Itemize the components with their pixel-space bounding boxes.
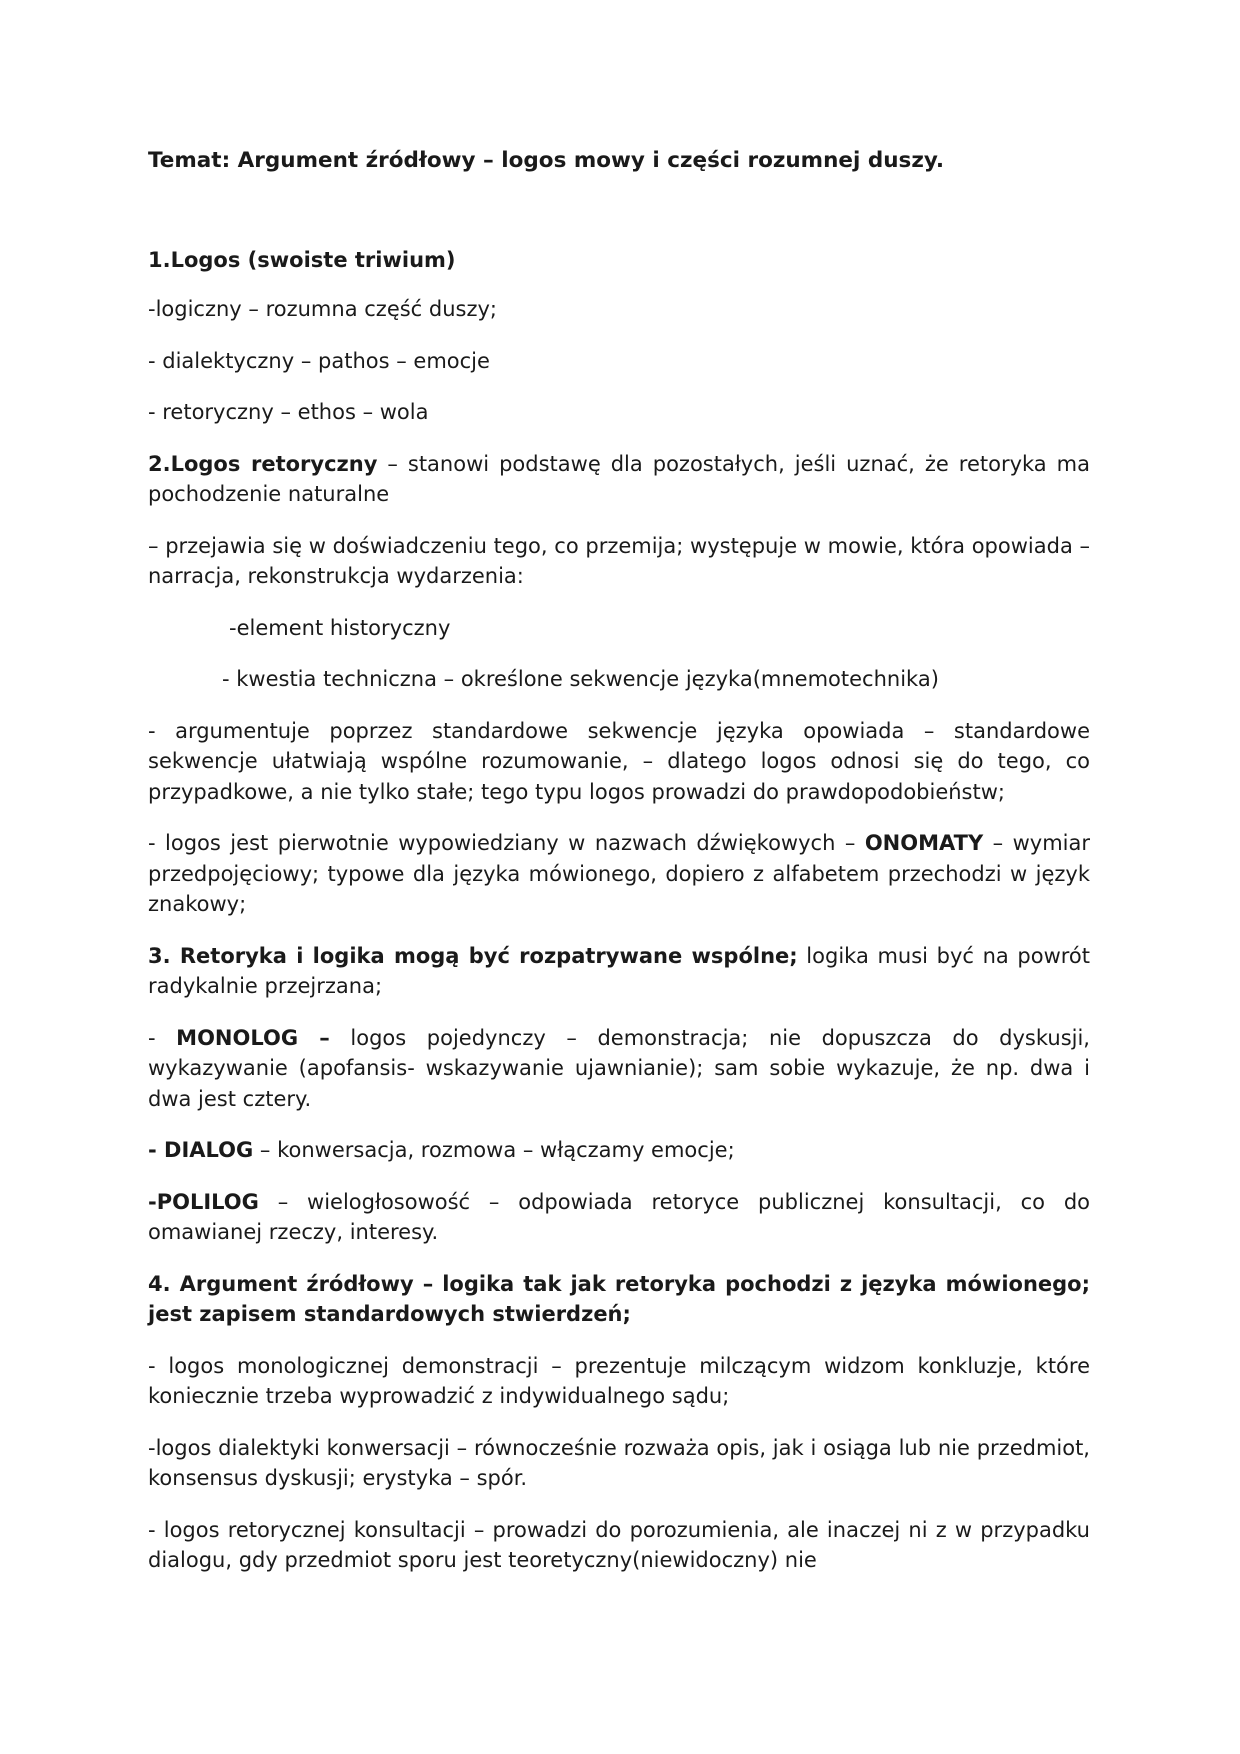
page-title: Temat: Argument źródłowy – logos mowy i części rozumnej duszy. [148,148,945,173]
section-1-heading: 1.Logos (swoiste triwium) [148,248,456,272]
paragraph-text: – wymiar przedpojęciowy; typowe dla języka mówionego, dopiero z alfabetem przechodzi w język znakowy; [148,831,1090,916]
monolog-paragraph [148,1023,1090,1115]
section-2-heading: 2.Logos retoryczny [148,451,378,476]
paragraph [148,828,1090,920]
list-item: -logiczny – rozumna część duszy; [148,297,498,321]
section-3-heading: 3. Retoryka i logika mogą być rozpatrywane wspólne; [148,943,798,968]
indented-item: - kwestia techniczna – określone sekwencje języka(mnemotechnika) [222,667,939,691]
indented-item: -element historyczny [229,615,451,640]
onomaty-term: ONOMATY [864,831,984,855]
polilog-term: -POLILOG [148,1189,259,1214]
dialog-paragraph [148,1135,1090,1166]
paragraph: - logos monologicznej demonstracji – prezentuje milczącym widzom konkluzje, które koniecznie trzeba wyprowadzić z indywidualnego sądu; [148,1353,1090,1408]
paragraph: - logos retorycznej konsultacji – prowadzi do porozumienia, ale inaczej ni z w przypadku dialogu, gdy przedmiot sporu jest teoretyczny(niewidoczny) nie [148,1517,1090,1572]
monolog-term: MONOLOG – [176,1025,330,1050]
document-body [148,145,1090,1597]
section-3-paragraph [148,941,1090,1002]
paragraph-text: – wielogłosowość – odpowiada retoryce publicznej konsultacji, co do omawianej rzeczy, interesy. [148,1189,1090,1244]
paragraph-text: logos pojedynczy – demonstracja; nie dopuszcza do dyskusji, wykazywanie (apofansis- wskazywanie ujawnianie); sam sobie wykazuje, że np. dwa i dwa jest cztery. [148,1025,1090,1111]
paragraph: – przejawia się w doświadczeniu tego, co przemija; występuje w mowie, która opowiada – narracja, rekonstrukcja wydarzenia: [148,533,1090,588]
paragraph: -logos dialektyki konwersacji – równocześnie rozważa opis, jak i osiąga lub nie przedmiot, konsensus dyskusji; erystyka – spór. [148,1435,1090,1490]
section-4-heading: 4. Argument źródłowy – logika tak jak retoryka pochodzi z języka mówionego; jest zapisem standardowych stwierdzeń; [148,1271,1090,1326]
paragraph-text: - logos jest pierwotnie wypowiedziany w nazwach dźwiękowych – [148,831,865,855]
paragraph-text: – konwersacja, rozmowa – włączamy emocje; [253,1138,735,1162]
paragraph: - argumentuje poprzez standardowe sekwencje języka opowiada – standardowe sekwencje ułatwiają wspólne rozumowanie, – dlatego logos odnosi się do tego, co przypadkowe, a nie tylko stałe; tego typu logos prowadzi do prawdopodobieństw; [148,718,1090,804]
polilog-paragraph [148,1187,1090,1248]
section-3-text: logika musi być na powrót radykalnie przejrzana; [148,943,1091,998]
section-2-paragraph [148,449,1090,510]
dialog-term: - DIALOG [148,1138,254,1162]
list-item: - retoryczny – ethos – wola [148,400,429,424]
section-2-text: – stanowi podstawę dla pozostałych, jeśli uznać, że retoryka ma pochodzenie naturalne [148,451,1090,506]
list-item: - dialektyczny – pathos – emocje [148,348,490,373]
section-4-paragraph [148,1269,1090,1330]
paragraph-text: - [148,1025,177,1050]
